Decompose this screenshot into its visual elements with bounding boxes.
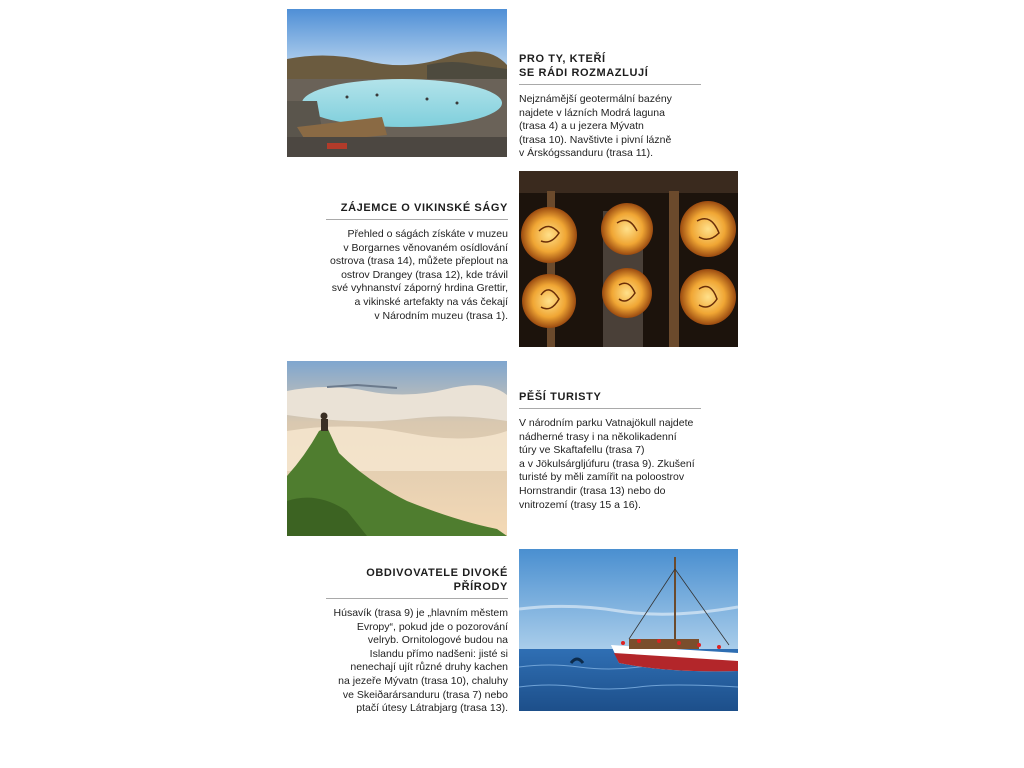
body-line: v Borgarnes věnovaném osídlování [343,241,508,254]
body-line: túry ve Skaftafellu (trasa 7) [519,444,645,457]
body-line: V národním parku Vatnajökull najdete [519,417,694,429]
divider [326,598,508,599]
section-heading [519,390,701,404]
divider [519,84,701,85]
body-line: Přehled o ságách získáte v muzeu [347,228,508,240]
body-line: velryb. Ornitologové budou na [367,634,508,647]
body-line: a v Jökulsárgljúfuru (trasa 9). Zkušení [519,457,695,470]
body-line: (trasa 4) a u jezera Mývatn [519,120,644,133]
body-line: ve Skeiðarársanduru (trasa 7) nebo [342,688,508,701]
heading-line: PRO TY, KTEŘÍ [519,53,606,65]
body-line: turisté by měli zamířit na poloostrov [519,471,685,484]
body-line: nádherné trasy i na několikadenní [519,430,677,443]
body-line: na jezeře Mývatn (trasa 10), chaluhy [338,674,508,687]
body-line: Islandu přímo nadšeni: jisté si [369,647,508,660]
body-line: Nejznámější geotermální bazény [519,93,672,105]
body-line: (trasa 10). Navštivte i pivní lázně [519,133,672,146]
viking-medallions-photo [519,171,738,347]
body-line: ptačí útesy Látrabjarg (trasa 13). [356,702,508,715]
section-heading [326,566,508,594]
body-line: v Árskógssanduru (trasa 11). [519,147,654,160]
geothermal-lagoon-photo [287,9,507,157]
section-heading [519,52,701,80]
heading-line: PŘÍRODY [453,581,508,593]
body-line: Húsavík (trasa 9) je „hlavním městem [333,607,508,619]
whale-watching-boat-photo [519,549,738,711]
section-hikers [519,390,701,512]
section-pampering [519,52,701,161]
heading-line: ZÁJEMCE O VIKINSKÉ SÁGY [340,202,508,214]
body-line: ostrov Drangey (trasa 12), kde trávil [341,268,508,281]
section-body [519,93,701,161]
section-viking-sagas [326,201,508,323]
heading-line: OBDIVOVATELE DIVOKÉ [366,567,508,579]
body-line: Hornstrandir (trasa 13) nebo do [519,484,666,497]
section-heading [326,201,508,215]
body-line: své vyhnanství záporný hrdina Grettir, [331,282,508,295]
body-line: nenechají ujít různé druhy kachen [350,661,508,674]
body-line: a vikinské artefakty na vás čekají [354,295,508,308]
heading-line: PĚŠÍ TURISTY [519,391,602,403]
section-wildlife [326,566,508,716]
body-line: vnitrozemí (trasy 15 a 16). [519,498,641,511]
body-line: ostrova (trasa 14), můžete přeplout na [329,255,508,268]
section-body [326,228,508,323]
hiker-above-clouds-photo [287,361,507,536]
body-line: v Národním muzeu (trasa 1). [374,309,508,322]
heading-line: SE RÁDI ROZMAZLUJÍ [519,67,649,79]
section-body [519,417,701,512]
divider [519,408,701,409]
body-line: Evropy“, pokud jde o pozorování [356,620,508,633]
body-line: najdete v lázních Modrá laguna [519,106,665,119]
section-body [326,607,508,716]
divider [326,219,508,220]
